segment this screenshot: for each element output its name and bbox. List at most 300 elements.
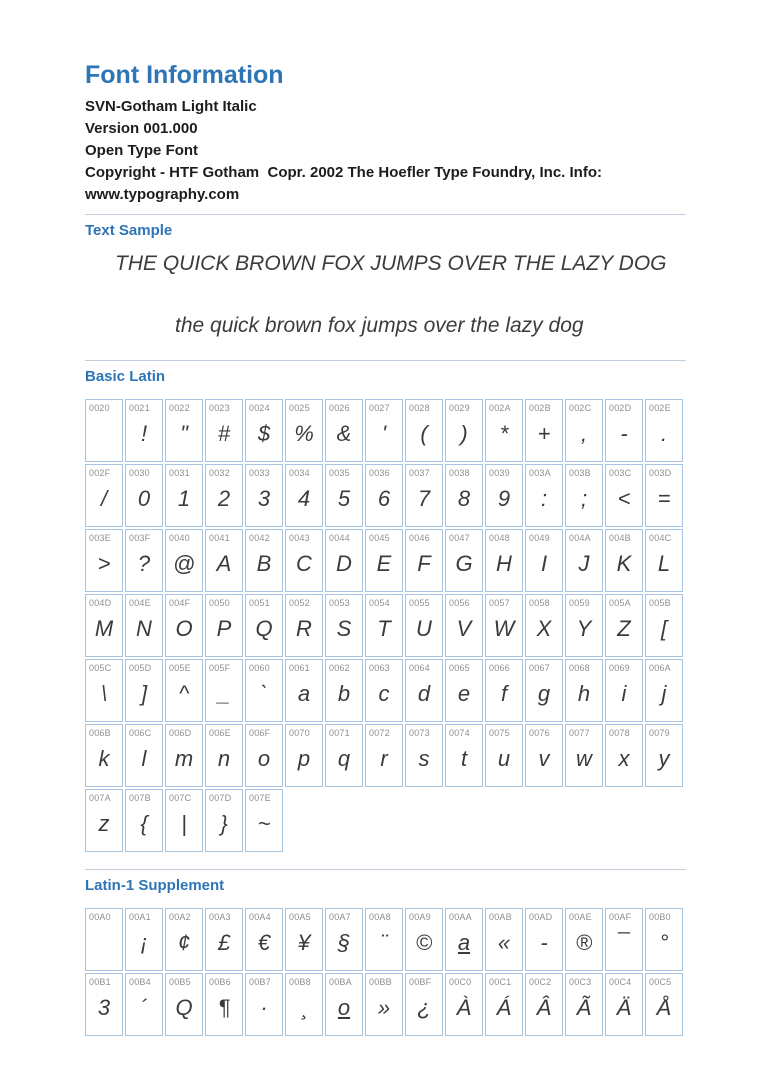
codepoint-label: 0064 <box>409 663 430 673</box>
glyph: j <box>661 681 667 706</box>
codepoint-label: 004E <box>129 598 151 608</box>
char-cell <box>85 789 123 852</box>
empty-cell <box>485 789 523 852</box>
glyph: | <box>181 811 187 836</box>
glyph: N <box>136 616 152 641</box>
glyph: h <box>577 681 591 706</box>
codepoint-label: 0067 <box>529 663 550 673</box>
char-cell <box>325 908 363 971</box>
glyph: ! <box>140 421 148 446</box>
empty-cell <box>325 789 363 852</box>
glyph: 4 <box>297 486 311 511</box>
codepoint-label: 004C <box>649 533 672 543</box>
codepoint-label: 0049 <box>529 533 550 543</box>
char-cell <box>445 724 483 787</box>
codepoint-label: 0052 <box>289 598 310 608</box>
codepoint-label: 0059 <box>569 598 590 608</box>
codepoint-label: 0054 <box>369 598 390 608</box>
char-cell <box>125 594 163 657</box>
codepoint-label: 0032 <box>209 468 230 478</box>
glyph: 9 <box>497 486 511 511</box>
char-cell <box>125 973 163 1036</box>
glyph: I <box>540 551 548 576</box>
codepoint-label: 005A <box>609 598 631 608</box>
codepoint-label: 00C0 <box>449 977 472 987</box>
glyph: Q <box>255 616 273 641</box>
char-cell <box>565 659 603 722</box>
glyph: ¯ <box>617 930 631 955</box>
codepoint-label: 003F <box>129 533 151 543</box>
font-meta-block <box>85 96 686 206</box>
glyph: ¢ <box>177 930 191 955</box>
glyph: U <box>416 616 432 641</box>
char-cell <box>205 659 243 722</box>
page-content <box>85 0 686 1038</box>
codepoint-label: 0058 <box>529 598 550 608</box>
codepoint-label: 0072 <box>369 728 390 738</box>
codepoint-label: 006E <box>209 728 231 738</box>
section-divider <box>85 214 686 215</box>
glyph: S <box>336 616 352 641</box>
glyph: 6 <box>377 486 391 511</box>
char-cell <box>645 399 683 462</box>
basic-latin-charmap <box>83 397 685 854</box>
glyph: Y <box>576 616 592 641</box>
glyph: £ <box>217 930 231 955</box>
char-cell <box>285 973 323 1036</box>
glyph: o <box>337 995 351 1020</box>
char-cell <box>245 399 283 462</box>
char-cell <box>605 464 643 527</box>
char-cell <box>325 594 363 657</box>
codepoint-label: 0075 <box>489 728 510 738</box>
char-cell <box>445 908 483 971</box>
glyph: w <box>576 746 592 771</box>
codepoint-label: 0056 <box>449 598 470 608</box>
codepoint-label: 00AB <box>489 912 512 922</box>
glyph: } <box>220 811 228 836</box>
glyph: 8 <box>457 486 471 511</box>
char-cell <box>85 594 123 657</box>
char-cell <box>85 464 123 527</box>
char-cell <box>485 659 523 722</box>
char-cell <box>605 529 643 592</box>
char-cell <box>245 594 283 657</box>
codepoint-label: 0028 <box>409 403 430 413</box>
char-cell <box>605 594 643 657</box>
latin1-supplement-heading: Latin-1 Supplement <box>85 877 225 894</box>
codepoint-label: 0077 <box>569 728 590 738</box>
glyph: . <box>660 421 668 446</box>
glyph: a <box>297 681 311 706</box>
codepoint-label: 0069 <box>609 663 630 673</box>
glyph: \ <box>100 681 108 706</box>
glyph: # <box>217 421 231 446</box>
char-cell <box>525 464 563 527</box>
glyph: : <box>540 486 548 511</box>
char-row <box>85 789 683 852</box>
codepoint-label: 0051 <box>249 598 270 608</box>
glyph: ~ <box>257 811 271 836</box>
glyph: , <box>580 421 588 446</box>
codepoint-label: 0079 <box>649 728 670 738</box>
codepoint-label: 0073 <box>409 728 430 738</box>
char-cell <box>285 724 323 787</box>
char-cell <box>445 973 483 1036</box>
empty-cell <box>565 789 603 852</box>
glyph: C <box>296 551 312 576</box>
char-cell <box>405 973 443 1036</box>
glyph: W <box>493 616 515 641</box>
glyph: > <box>97 551 111 576</box>
glyph: u <box>497 746 511 771</box>
glyph: © <box>415 930 433 955</box>
codepoint-label: 00A8 <box>369 912 391 922</box>
char-cell <box>365 973 403 1036</box>
empty-cell <box>645 789 683 852</box>
char-cell <box>565 399 603 462</box>
codepoint-label: 004D <box>89 598 112 608</box>
char-cell <box>205 724 243 787</box>
glyph: a <box>457 930 471 955</box>
char-cell <box>525 908 563 971</box>
codepoint-label: 0022 <box>169 403 190 413</box>
char-cell <box>365 594 403 657</box>
char-cell <box>485 973 523 1036</box>
glyph: P <box>216 616 232 641</box>
char-cell <box>365 399 403 462</box>
codepoint-label: 006B <box>89 728 111 738</box>
text-sample-heading: Text Sample <box>85 222 173 239</box>
char-cell <box>525 659 563 722</box>
glyph: ( <box>420 421 428 446</box>
char-cell <box>325 399 363 462</box>
glyph: ¿ <box>417 995 431 1020</box>
codepoint-label: 007D <box>209 793 232 803</box>
glyph: 0 <box>137 486 151 511</box>
codepoint-label: 00A5 <box>289 912 311 922</box>
glyph: < <box>617 486 631 511</box>
codepoint-label: 00AD <box>529 912 553 922</box>
char-cell <box>565 908 603 971</box>
char-cell <box>365 908 403 971</box>
char-cell <box>125 789 163 852</box>
codepoint-label: 0033 <box>249 468 270 478</box>
codepoint-label: 005E <box>169 663 191 673</box>
char-cell <box>645 529 683 592</box>
codepoint-label: 00A1 <box>129 912 151 922</box>
codepoint-label: 0060 <box>249 663 270 673</box>
codepoint-label: 0026 <box>329 403 350 413</box>
char-cell <box>525 724 563 787</box>
glyph: ¸ <box>300 995 308 1020</box>
glyph: Ã <box>576 995 592 1020</box>
glyph: T <box>377 616 391 641</box>
char-cell <box>325 464 363 527</box>
codepoint-label: 002C <box>569 403 592 413</box>
char-cell <box>125 659 163 722</box>
glyph: ´ <box>140 995 148 1020</box>
glyph: D <box>336 551 352 576</box>
glyph: L <box>657 551 671 576</box>
glyph: Á <box>496 995 512 1020</box>
char-cell <box>565 594 603 657</box>
char-cell <box>285 594 323 657</box>
glyph: ¶ <box>218 995 230 1020</box>
codepoint-label: 00B8 <box>289 977 311 987</box>
char-cell <box>485 908 523 971</box>
char-cell <box>205 789 243 852</box>
glyph <box>86 923 122 969</box>
codepoint-label: 0036 <box>369 468 390 478</box>
char-cell <box>85 659 123 722</box>
char-cell <box>645 973 683 1036</box>
glyph: i <box>621 681 627 706</box>
glyph: f <box>500 681 508 706</box>
glyph: ® <box>575 930 593 955</box>
char-cell <box>645 464 683 527</box>
codepoint-label: 002A <box>489 403 511 413</box>
codepoint-label: 0035 <box>329 468 350 478</box>
char-cell <box>605 973 643 1036</box>
section-divider <box>85 869 686 870</box>
glyph: O <box>175 616 193 641</box>
codepoint-label: 00AA <box>449 912 472 922</box>
glyph: 3 <box>97 995 111 1020</box>
char-row <box>85 399 683 462</box>
char-cell <box>565 464 603 527</box>
codepoint-label: 0037 <box>409 468 430 478</box>
codepoint-label: 00BF <box>409 977 432 987</box>
codepoint-label: 00C2 <box>529 977 552 987</box>
codepoint-label: 006F <box>249 728 271 738</box>
char-cell <box>405 464 443 527</box>
char-cell <box>565 973 603 1036</box>
char-cell <box>285 908 323 971</box>
char-cell <box>125 529 163 592</box>
char-cell <box>605 724 643 787</box>
codepoint-label: 0029 <box>449 403 470 413</box>
glyph: - <box>540 930 548 955</box>
glyph: x <box>618 746 630 771</box>
codepoint-label: 0044 <box>329 533 350 543</box>
glyph: ] <box>140 681 148 706</box>
glyph: * <box>499 421 509 446</box>
char-cell <box>365 724 403 787</box>
glyph: 5 <box>337 486 351 511</box>
char-cell <box>485 529 523 592</box>
glyph: y <box>658 746 670 771</box>
glyph: 3 <box>257 486 271 511</box>
codepoint-label: 0061 <box>289 663 310 673</box>
char-cell <box>245 724 283 787</box>
codepoint-label: 003A <box>529 468 551 478</box>
codepoint-label: 005C <box>89 663 112 673</box>
char-cell <box>325 973 363 1036</box>
codepoint-label: 002B <box>529 403 551 413</box>
char-cell <box>165 529 203 592</box>
char-cell <box>85 724 123 787</box>
char-cell <box>205 973 243 1036</box>
empty-cell <box>365 789 403 852</box>
empty-cell <box>405 789 443 852</box>
glyph: % <box>294 421 314 446</box>
char-cell <box>85 908 123 971</box>
codepoint-label: 006D <box>169 728 192 738</box>
codepoint-label: 005F <box>209 663 231 673</box>
glyph: c <box>378 681 390 706</box>
glyph: q <box>337 746 351 771</box>
char-row <box>85 724 683 787</box>
glyph: r <box>380 746 388 771</box>
codepoint-label: 005D <box>129 663 152 673</box>
char-row <box>85 464 683 527</box>
glyph: ) <box>460 421 468 446</box>
codepoint-label: 00BB <box>369 977 392 987</box>
codepoint-label: 00C1 <box>489 977 512 987</box>
char-cell <box>645 659 683 722</box>
char-row <box>85 973 683 1036</box>
char-cell <box>165 594 203 657</box>
sample-text-uppercase: THE QUICK BROWN FOX JUMPS OVER THE LAZY DOG <box>115 252 667 275</box>
char-cell <box>405 594 443 657</box>
codepoint-label: 0062 <box>329 663 350 673</box>
codepoint-label: 0063 <box>369 663 390 673</box>
codepoint-label: 004B <box>609 533 631 543</box>
codepoint-label: 00A9 <box>409 912 431 922</box>
empty-cell <box>605 789 643 852</box>
glyph: 2 <box>217 486 231 511</box>
codepoint-label: 0066 <box>489 663 510 673</box>
char-cell <box>445 464 483 527</box>
glyph: V <box>456 616 472 641</box>
glyph: « <box>497 930 511 955</box>
codepoint-label: 0046 <box>409 533 430 543</box>
char-row <box>85 659 683 722</box>
codepoint-label: 003B <box>569 468 591 478</box>
codepoint-label: 003D <box>649 468 672 478</box>
char-cell <box>485 594 523 657</box>
sample-text-lowercase: the quick brown fox jumps over the lazy dog <box>175 314 584 337</box>
glyph: $ <box>257 421 271 446</box>
glyph: & <box>336 421 352 446</box>
char-cell <box>125 724 163 787</box>
char-cell <box>525 399 563 462</box>
char-row <box>85 594 683 657</box>
empty-cell <box>525 789 563 852</box>
char-cell <box>245 789 283 852</box>
glyph: / <box>100 486 108 511</box>
char-row <box>85 529 683 592</box>
codepoint-label: 0076 <box>529 728 550 738</box>
codepoint-label: 007A <box>89 793 111 803</box>
glyph: H <box>496 551 512 576</box>
glyph: M <box>94 616 114 641</box>
glyph: s <box>418 746 430 771</box>
glyph: » <box>377 995 391 1020</box>
glyph: · <box>260 995 268 1020</box>
char-cell <box>525 973 563 1036</box>
glyph: ¨ <box>380 930 388 955</box>
char-cell <box>165 659 203 722</box>
glyph: À <box>456 995 472 1020</box>
font-url: www.typography.com <box>85 186 240 203</box>
codepoint-label: 00A7 <box>329 912 351 922</box>
codepoint-label: 00B5 <box>169 977 191 987</box>
codepoint-label: 00A2 <box>169 912 191 922</box>
char-cell <box>485 464 523 527</box>
glyph: ¥ <box>297 930 311 955</box>
char-cell <box>605 908 643 971</box>
glyph: Å <box>656 995 672 1020</box>
codepoint-label: 0021 <box>129 403 150 413</box>
char-cell <box>365 464 403 527</box>
char-cell <box>85 973 123 1036</box>
char-cell <box>565 529 603 592</box>
char-cell <box>445 399 483 462</box>
char-cell <box>245 973 283 1036</box>
glyph: R <box>296 616 312 641</box>
char-cell <box>165 973 203 1036</box>
glyph: Q <box>175 995 193 1020</box>
char-cell <box>445 659 483 722</box>
char-cell <box>245 464 283 527</box>
glyph: A <box>216 551 232 576</box>
glyph: € <box>257 930 271 955</box>
empty-cell <box>445 789 483 852</box>
codepoint-label: 00B6 <box>209 977 231 987</box>
codepoint-label: 00B4 <box>129 977 151 987</box>
page-title: Font Information <box>85 61 284 89</box>
glyph: § <box>337 930 351 955</box>
glyph: G <box>455 551 473 576</box>
codepoint-label: 00A0 <box>89 912 111 922</box>
glyph: m <box>174 746 194 771</box>
codepoint-label: 00C5 <box>649 977 672 987</box>
codepoint-label: 0065 <box>449 663 470 673</box>
codepoint-label: 0024 <box>249 403 270 413</box>
char-cell <box>445 529 483 592</box>
char-cell <box>325 659 363 722</box>
codepoint-label: 007C <box>169 793 192 803</box>
codepoint-label: 0023 <box>209 403 230 413</box>
codepoint-label: 00B1 <box>89 977 111 987</box>
char-cell <box>645 724 683 787</box>
char-cell <box>285 399 323 462</box>
glyph: ` <box>260 681 268 706</box>
char-cell <box>565 724 603 787</box>
char-cell <box>125 399 163 462</box>
glyph: v <box>538 746 550 771</box>
glyph: J <box>578 551 590 576</box>
codepoint-label: 0068 <box>569 663 590 673</box>
char-cell <box>325 724 363 787</box>
codepoint-label: 0055 <box>409 598 430 608</box>
font-type: Open Type Font <box>85 142 199 159</box>
char-cell <box>645 594 683 657</box>
codepoint-label: 002D <box>609 403 632 413</box>
char-cell <box>205 594 243 657</box>
char-cell <box>605 399 643 462</box>
empty-cell <box>285 789 323 852</box>
char-cell <box>125 908 163 971</box>
latin1-supplement-charmap <box>83 906 685 1038</box>
glyph: p <box>297 746 311 771</box>
glyph: ¡ <box>140 930 148 955</box>
char-cell <box>165 724 203 787</box>
char-cell <box>325 529 363 592</box>
codepoint-label: 002F <box>89 468 111 478</box>
